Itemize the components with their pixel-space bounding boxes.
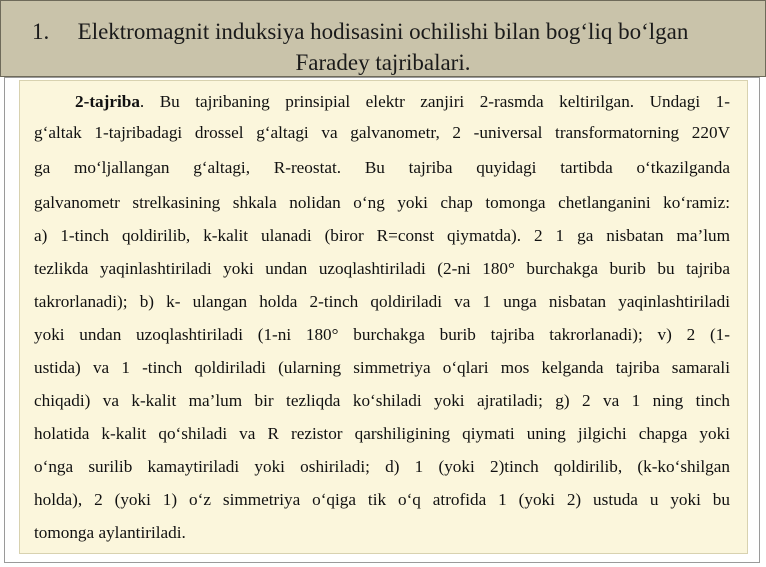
paragraph-line: g‘altak 1-tajribadagi drossel g‘altagi va galvanometr, 2 -universal transformatorning 220V xyxy=(34,123,730,142)
title-number: 1. xyxy=(32,19,50,44)
paragraph-line: 2-tajriba. Bu tajribaning prinsipial elektr zanjiri 2-rasmda keltirilgan. Undagi 1- xyxy=(75,92,730,111)
paragraph-line: tezlikda yaqinlashtiriladi yoki undan uzoqlashtiriladi (2-ni 180° burchakga burib bu tajriba xyxy=(34,259,730,278)
text-panel xyxy=(19,80,748,554)
paragraph-line: takrorlanadi); b) k- ulangan holda 2-tinch qoldiriladi va 1 unga nisbatan yaqinlashtiriladi xyxy=(34,292,730,311)
paragraph-line: holda), 2 (yoki 1) o‘z simmetriya o‘qiga tik o‘q atrofida 1 (yoki 2) ustuda u yoki bu xyxy=(34,490,730,509)
paragraph-line: ustida) va 1 -tinch qoldiriladi (ularning simmetriya o‘qlari mos kelganda tajriba samarali xyxy=(34,358,730,377)
title-line-1: Elektromagnit induksiya hodisasini ochilishi bilan bog‘liq bo‘lgan xyxy=(77,19,689,44)
paragraph-line: yoki undan uzoqlashtiriladi (1-ni 180° burchakga burib tajriba takrorlanadi); v) 2 (1- xyxy=(34,325,730,344)
paragraph-line: galvanometr strelkasining shkala nolidan o‘ng yoki chap tomonga chetlanganini ko‘ramiz: xyxy=(34,193,730,212)
paragraph-line: chiqadi) va k-kalit ma’lum bir tezliqda ko‘shiladi yoki ajratiladi; g) 2 va 1 ning tinch xyxy=(34,391,730,410)
paragraph-line: ga mo‘ljallangan g‘altagi, R-reostat. Bu tajriba quyidagi tartibda o‘tkazilganda xyxy=(34,158,730,177)
paragraph-line: tomonga aylantiriladi. xyxy=(34,523,186,542)
paragraph-line: a) 1-tinch qoldirilib, k-kalit ulanadi (biror R=const qiymatda). 2 1 ga nisbatan ma’lum xyxy=(34,226,730,245)
title-line-2: Faradey tajribalari. xyxy=(295,50,471,75)
paragraph-line: o‘nga surilib kamaytiriladi yoki oshiriladi; d) 1 (yoki 2)tinch qoldirilib, (k-ko‘shilgan xyxy=(34,457,730,476)
paragraph-line: holatida k-kalit qo‘shiladi va R rezistor qarshiligining qiymati uning jilgichi chapga yoki xyxy=(34,424,730,443)
experiment-label: 2-tajriba xyxy=(75,92,140,111)
title-banner xyxy=(0,0,766,77)
